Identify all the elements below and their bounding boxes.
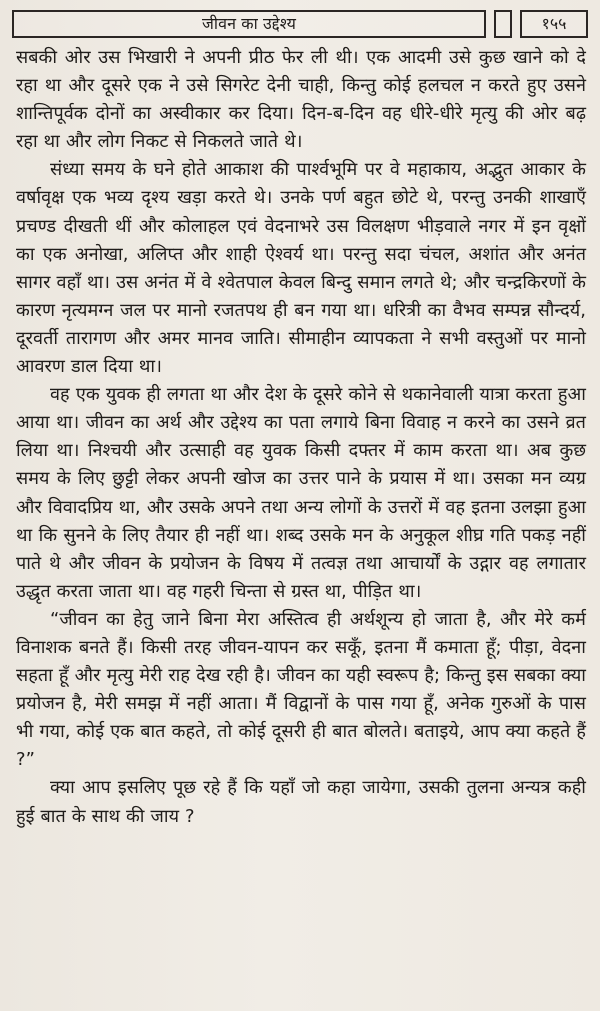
page-header [12,10,588,38]
paragraph-3: वह एक युवक ही लगता था और देश के दूसरे कोने से थकानेवाली यात्रा करता हुआ आया था। जीवन का अर्थ और उद्देश्य का पता लगाये बिना विवाह न करने का उसने व्रत लिया था। निश्चयी और उत्साही वह युवक किसी दफ्तर में काम करता था। अब कुछ समय के लिए छुट्टी लेकर अपनी खोज का उत्तर पाने के प्रयास में था। उसका मन व्यग्र और विवादप्रिय था, और उसके अपने तथा अन्य लोगों के उत्तरों में वह इतना उलझा हुआ था कि सुनने के लिए तैयार ही नहीं था। शब्द उसके मन के अनुकूल शीघ्र गति पकड़ नहीं पाते थे और जीवन के प्रयोजन के विषय में तत्वज्ञ तथा आचार्यों के उद्गार वह लगातार उद्धृत करता जाता था। वह गहरी चिन्ता से ग्रस्त था, पीड़ित था। [16,384,586,602]
paragraph-5: क्या आप इसलिए पूछ रहे हैं कि यहाँ जो कहा जायेगा, उसकी तुलना अन्यत्र कही हुई बात के साथ की जाय ? [16,777,586,827]
page-content [16,44,586,994]
page-number-box [520,10,588,38]
page-number: १५५ [541,14,567,33]
paragraph-1: सबकी ओर उस भिखारी ने अपनी प्रीठ फेर ली थी। एक आदमी उसे कुछ खाने को दे रहा था और दूसरे एक ने उसे सिगरेट देनी चाही, किन्तु कोई हलचल न करते हुए उसने शान्तिपूर्वक दोनों का अस्वीकार कर दिया। दिन-ब-दिन वह धीरे-धीरे मृत्यु की ओर बढ़ रहा था और लोग निकट से निकलते जाते थे। [16,47,586,153]
running-title: जीवन का उद्देश्य [202,14,296,33]
paragraph-2: संध्या समय के घने होते आकाश की पार्श्वभूमि पर वे महाकाय, अद्भुत आकार के वर्षावृक्ष एक भव्य दृश्य खड़ा करते थे। उनके पर्ण बहुत छोटे थे, परन्तु उनकी शाखाएँ प्रचण्ड दीखती थीं और कोलाहल एवं वेदनाभरे उस विलक्षण भीड़वाले नगर में इन वृक्षों का एक अनोखा, अलिप्त और शाही ऐश्वर्य था। परन्तु सदा चंचल, अशांत और अनंत सागर वहाँ था। उस अनंत में वे श्वेतपाल केवल बिन्दु समान लगते थे; और चन्द्रकिरणों के कारण नृत्यमग्न जल पर मानो रजतपथ ही बन गया था। धरित्री का वैभव सम्पन्न सौन्दर्य, दूरवर्ती तारागण और अमर मानव जाति। सीमाहीन व्यापकता ने सभी वस्तुओं पर मानो आवरण डाल दिया था। [16,159,586,378]
paragraph-4: “जीवन का हेतु जाने बिना मेरा अस्तित्व ही अर्थशून्य हो जाता है, और मेरे कर्म विनाशक बनते हैं। किसी तरह जीवन-यापन कर सकूँ, इतना मैं कमाता हूँ; पीड़ा, वेदना सहता हूँ और मृत्यु मेरी राह देख रही है। जीवन का यही स्वरूप है; किन्तु इस सबका क्या प्रयोजन है, मेरी समझ में नहीं आता। मैं विद्वानों के पास गया हूँ, अनेक गुरुओं के पास भी गया, कोई एक बात कहते, तो कोई दूसरी ही बात बोलते। बताइये, आप क्या कहते हैं ?” [16,608,586,771]
running-title-box [12,10,486,38]
header-separator-box [494,10,512,38]
